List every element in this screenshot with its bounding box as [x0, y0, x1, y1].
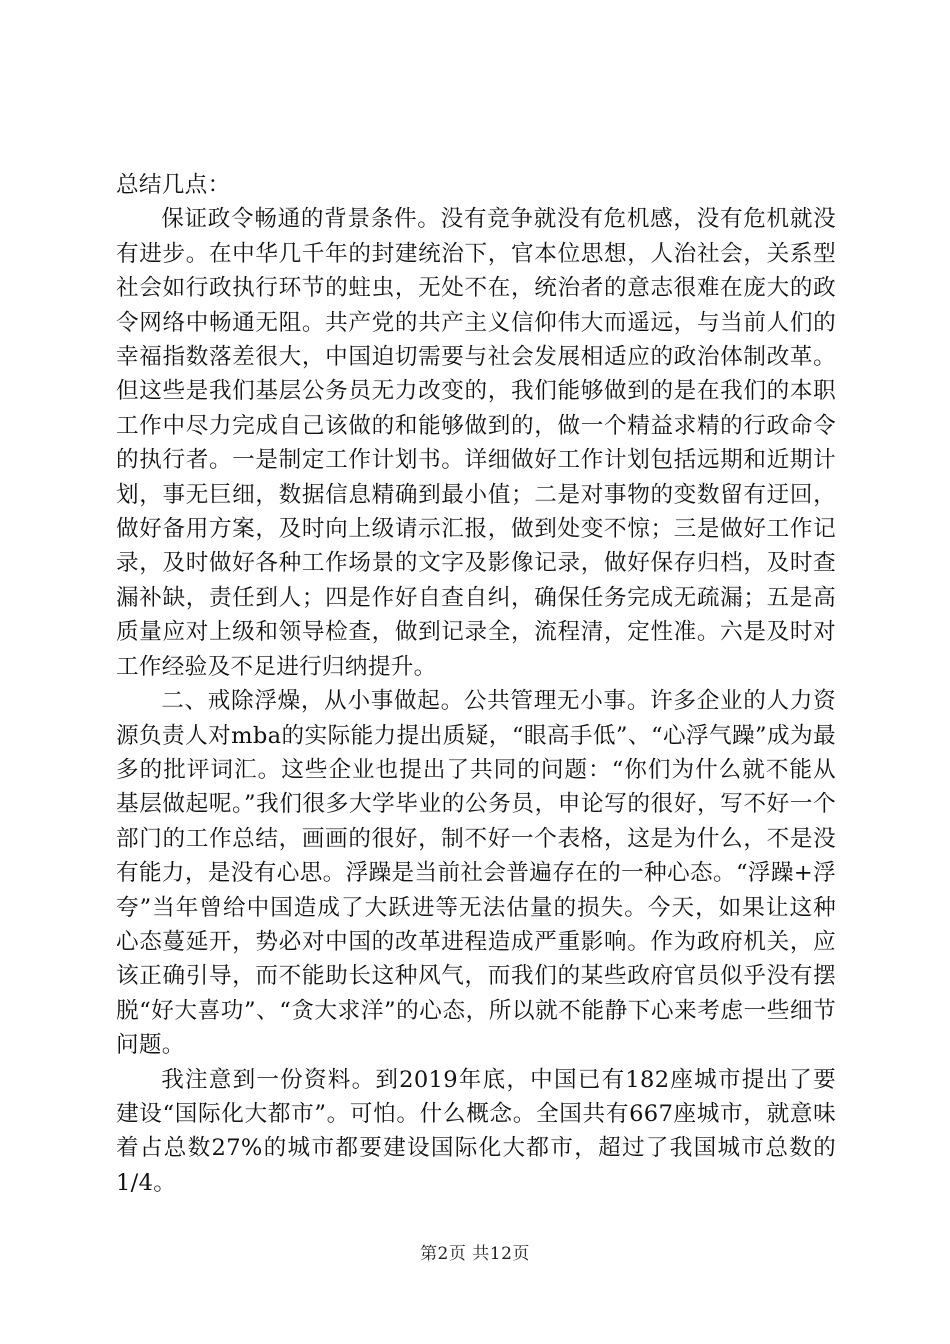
paragraph-policy-conditions: 保证政令畅通的背景条件。没有竞争就没有危机感，没有危机就没有进步。在中华几千年的封建统治下，官本位思想，人治社会，关系型社会如行政执行环节的蛀虫，无处不在，统治者的意志很难在庞大的政令网络中畅通无阻。共产党的共产主义信仰伟大而遥远，与当前人们的幸福指数落差很大，中国迫切需要与社会发展相适应的政治体制改革。但这些是我们基层公务员无力改变的，我们能够做到的是在我们的本职工作中尽力完成自己该做的和能够做到的，做一个精益求精的行政命令的执行者。一是制定工作计划书。详细做好工作计划包括远期和近期计划，事无巨细，数据信息精确到最小值；二是对事物的变数留有迂回，做好备用方案，及时向上级请示汇报，做到处变不惊；三是做好工作记录，及时做好各种工作场景的文字及影像记录，做好保存归档，及时查漏补缺，责任到人；四是作好自查自纠，确保任务完成无疏漏；五是高质量应对上级和领导检查，做到记录全，流程清，定性准。六是及时对工作经验及不足进行归纳提升。 [116, 206, 836, 680]
document-body [116, 168, 836, 1200]
page-number-footer: 第2页 共12页 [420, 1244, 530, 1264]
paragraph-avoid-impetuousness: 二、戒除浮燥，从小事做起。公共管理无小事。许多企业的人力资源负责人对mba的实际能力提出质疑，“眼高手低”、“心浮气躁”成为最多的批评词汇。这些企业也提出了共同的问题：“你们为什么就不能从基层做起呢。”我们很多大学毕业的公务员，申论写的很好，写不好一个部门的工作总结，画画的很好，制不好一个表格，这是为什么，不是没有能力，是没有心思。浮躁是当前社会普遍存在的一种心态。“浮躁+浮夸”当年曾给中国造成了大跃进等无法估量的损失。今天，如果让这种心态蔓延开，势必对中国的改革进程造成严重影响。作为政府机关，应该正确引导，而不能助长这种风气，而我们的某些政府官员似乎没有摆脱“好大喜功”、“贪大求洋”的心态，所以就不能静下心来考虑一些细节问题。 [116, 688, 836, 1059]
paragraph-city-statistics: 我注意到一份资料。到2019年底，中国已有182座城市提出了要建设“国际化大都市”。可怕。什么概念。全国共有667座城市，就意味着占总数27%的城市都要建设国际化大都市，超过了我国城市总数的1/4。 [116, 1066, 836, 1196]
paragraph-summary-lead: 总结几点： [116, 172, 231, 198]
